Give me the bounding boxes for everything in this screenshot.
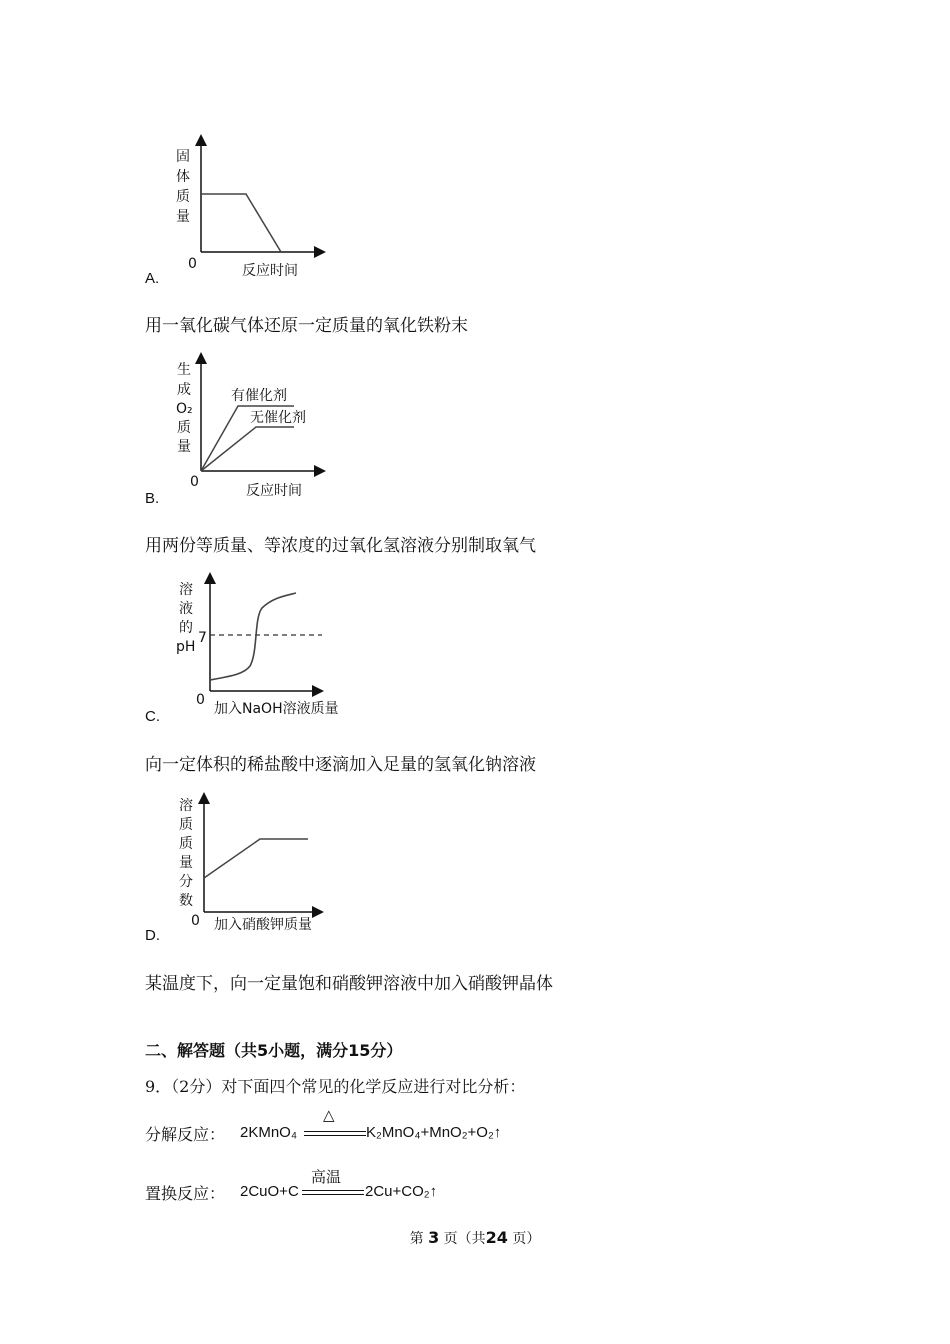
graph-b-ylabel-1: 成 — [177, 382, 191, 398]
graph-b-label-no-catalyst: 无催化剂 — [250, 410, 306, 426]
graph-d-curve — [204, 839, 308, 878]
graph-b-line-no-catalyst — [201, 427, 294, 471]
graph-a-ylabel-3: 量 — [176, 209, 190, 225]
graph-c-ph-curve — [210, 593, 296, 680]
graph-b-label-catalyst: 有催化剂 — [231, 388, 287, 404]
reaction-1-label — [145, 1122, 225, 1145]
option-d-letter: D. — [145, 927, 160, 944]
option-a-description: 用一氧化碳气体还原一定质量的氧化铁粉末 — [145, 316, 468, 336]
page-footer — [0, 1228, 950, 1248]
graph-a-ylabel-1: 体 — [176, 169, 190, 185]
reaction-1-equals-bottom — [304, 1135, 366, 1136]
reaction-2-left: 2CuO+C — [240, 1183, 299, 1200]
option-b-description: 用两份等质量、等浓度的过氧化氢溶液分别制取氧气 — [145, 536, 536, 556]
graph-a-ylabel-2: 质 — [176, 189, 190, 205]
graph-b-ylabel-2: O₂ — [176, 401, 193, 417]
reaction-1-left: 2KMnO₄ — [240, 1124, 297, 1141]
footer-mid: 页（共 — [443, 1231, 486, 1247]
graph-d-ylabel-5: 数 — [179, 893, 193, 909]
graph-c-origin: 0 — [196, 692, 205, 708]
graph-d-ylabel-0: 溶 — [179, 798, 193, 814]
reaction-1-condition: △ — [323, 1106, 335, 1124]
graph-a-ylabel-0: 固 — [176, 149, 190, 165]
section-title: 二、解答题（共5小题，满分15分） — [145, 1041, 403, 1060]
option-d-description: 某温度下，向一定量饱和硝酸钾溶液中加入硝酸钾晶体 — [145, 974, 553, 994]
graph-d-ylabel-4: 分 — [179, 874, 193, 890]
option-c-letter: C. — [145, 708, 160, 725]
footer-total-pages: 24 — [485, 1228, 508, 1247]
graph-c-ylabel-3: pH — [176, 639, 196, 655]
reaction-2-type: 置换反应： — [145, 1184, 226, 1203]
graph-b-ylabel-0: 生 — [177, 362, 191, 378]
graph-d — [172, 792, 352, 940]
graph-c-svg — [172, 572, 362, 720]
graph-b-xlabel: 反应时间 — [246, 483, 302, 499]
graph-b — [170, 352, 340, 502]
footer-pre: 第 — [409, 1231, 424, 1247]
graph-a-xlabel: 反应时间 — [242, 263, 298, 279]
graph-b-ylabel-3: 质 — [177, 420, 191, 436]
reaction-1-equals-top — [304, 1131, 366, 1132]
graph-d-origin: 0 — [191, 913, 200, 929]
graph-a — [170, 132, 340, 282]
graph-d-ylabel-3: 量 — [179, 855, 193, 871]
footer-page-number: 3 — [428, 1228, 440, 1247]
reaction-2-label — [145, 1181, 225, 1204]
option-a-letter: A. — [145, 270, 160, 287]
question-9: 9．（2分）对下面四个常见的化学反应进行对比分析： — [145, 1077, 526, 1096]
graph-c-tick-7: 7 — [198, 630, 207, 646]
graph-c-ylabel-1: 液 — [179, 601, 193, 617]
graph-c-xlabel: 加入NaOH溶液质量 — [214, 701, 339, 717]
graph-d-svg — [172, 792, 352, 940]
footer-post: 页） — [512, 1231, 541, 1247]
reaction-2-right: 2Cu+CO₂↑ — [365, 1183, 438, 1200]
graph-c-ylabel-0: 溶 — [179, 582, 193, 598]
graph-a-origin: 0 — [188, 256, 197, 272]
graph-a-svg — [170, 132, 340, 282]
reaction-2-equals-top — [302, 1190, 364, 1191]
graph-d-ylabel-1: 质 — [179, 817, 193, 833]
graph-d-ylabel-2: 质 — [179, 836, 193, 852]
graph-c-ylabel-2: 的 — [179, 620, 193, 636]
graph-c — [172, 572, 362, 720]
option-c-description: 向一定体积的稀盐酸中逐滴加入足量的氢氧化钠溶液 — [145, 755, 536, 775]
reaction-2-equals-bottom — [302, 1194, 364, 1195]
graph-a-curve — [201, 194, 281, 252]
reaction-1-right: K₂MnO₄+MnO₂+O₂↑ — [366, 1124, 502, 1141]
reaction-1-type: 分解反应： — [145, 1125, 226, 1144]
graph-b-svg — [170, 352, 340, 502]
graph-b-origin: 0 — [190, 474, 199, 490]
option-b-letter: B. — [145, 490, 160, 507]
graph-b-ylabel-4: 量 — [177, 439, 191, 455]
graph-d-xlabel: 加入硝酸钾质量 — [214, 917, 312, 933]
reaction-2-condition: 高温 — [311, 1168, 342, 1186]
